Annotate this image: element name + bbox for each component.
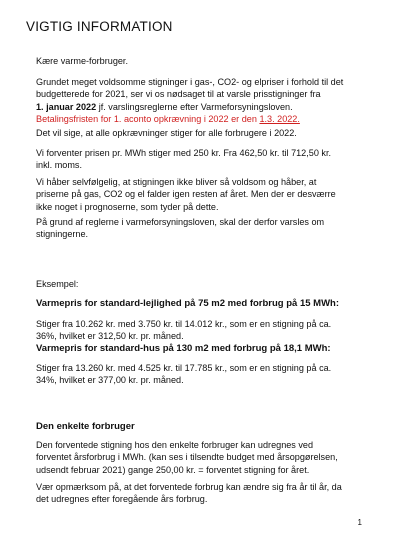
example-house-line-1: Stiger fra 13.260 kr. med 4.525 kr. til 17.785 kr., som er en stigning på ca. (36, 363, 332, 373)
page-number: 1 (357, 518, 362, 527)
example-apartment-body (36, 318, 376, 343)
section-line-2: forventet årsforbrug i MWh. (kan ses i tilsendte budget med årsopgørelsen, (36, 452, 338, 463)
section-line-4: Vær opmærksom på, at det forventede forbrug kan ændre sig fra år til år, da (36, 482, 342, 492)
section-paragraph-1 (36, 439, 376, 476)
section-line-1: Den forventede stigning hos den enkelte forbruger kan udregnes ved (36, 440, 314, 450)
greeting: Kære varme-forbruger. (36, 56, 128, 66)
hope-paragraph (36, 176, 376, 213)
example-apartment-line-1: Stiger fra 10.262 kr. med 3.750 kr. til 14.012 kr., som er en stigning på ca. (36, 319, 332, 329)
hope-line-1: Vi håber selvfølgelig, at stigningen ikke bliver så voldsom og håber, at (36, 177, 317, 187)
intro-line-3-rest: jf. varslingsreglerne efter Varmeforsyningsloven. (96, 101, 293, 112)
section-line-5: det udregnes efter foregående års forbrug. (36, 494, 208, 505)
payment-deadline (36, 113, 376, 125)
section-line-3: udsendt februar 2021) gange 250,00 kr. = forventet stigning for året. (36, 464, 310, 475)
law-line-2: stigningerne. (36, 229, 89, 240)
example-house-heading: Varmepris for standard-hus på 130 m2 med forbrug på 18,1 MWh: (36, 343, 331, 354)
deadline-date: 1.3. 2022. (259, 113, 300, 124)
price-increase-note: Det vil sige, at alle opkrævninger stiger for alle forbrugere i 2022. (36, 128, 297, 138)
law-line-1: På grund af reglerne i varmeforsyningsloven, skal der derfor varsles om (36, 217, 325, 227)
law-paragraph (36, 216, 376, 241)
page-title: VIGTIG INFORMATION (26, 19, 173, 34)
hope-line-2: priserne på gas, CO2 og el falder igen resten af året. Men der er desværre (36, 189, 336, 200)
intro-paragraph (36, 76, 376, 125)
hope-line-3: ikke noget i prognoserne, som tyder på dette. (36, 201, 219, 212)
example-house-body (36, 362, 376, 387)
expected-price-line-1: Vi forventer prisen pr. MWh stiger med 250 kr. Fra 462,50 kr. til 712,50 kr. (36, 148, 332, 158)
example-label: Eksempel: (36, 279, 79, 289)
deadline-text: Betalingsfristen for 1. aconto opkrævning i 2022 er den (36, 113, 260, 124)
section-paragraph-2 (36, 481, 376, 506)
intro-line-1: Grundet meget voldsomme stigninger i gas-, CO2- og elpriser i forhold til det (36, 77, 344, 87)
expected-price-paragraph (36, 147, 376, 172)
example-house-line-2: 34%, hvilket er 377,00 kr. pr. måned. (36, 375, 184, 386)
effective-date: 1. januar 2022 (36, 101, 97, 112)
expected-price-line-2: inkl. moms. (36, 160, 82, 171)
intro-line-2: budgetterede for 2021, ser vi os nødsaget til at varsle prisstigninger fra (36, 89, 321, 100)
example-apartment-line-2: 36%, hvilket er 312,50 kr. pr. måned. (36, 331, 184, 342)
example-apartment-heading: Varmepris for standard-lejlighed på 75 m2 med forbrug på 15 MWh: (36, 298, 340, 309)
intro-line-3 (36, 101, 376, 113)
section-heading: Den enkelte forbruger (36, 421, 135, 432)
